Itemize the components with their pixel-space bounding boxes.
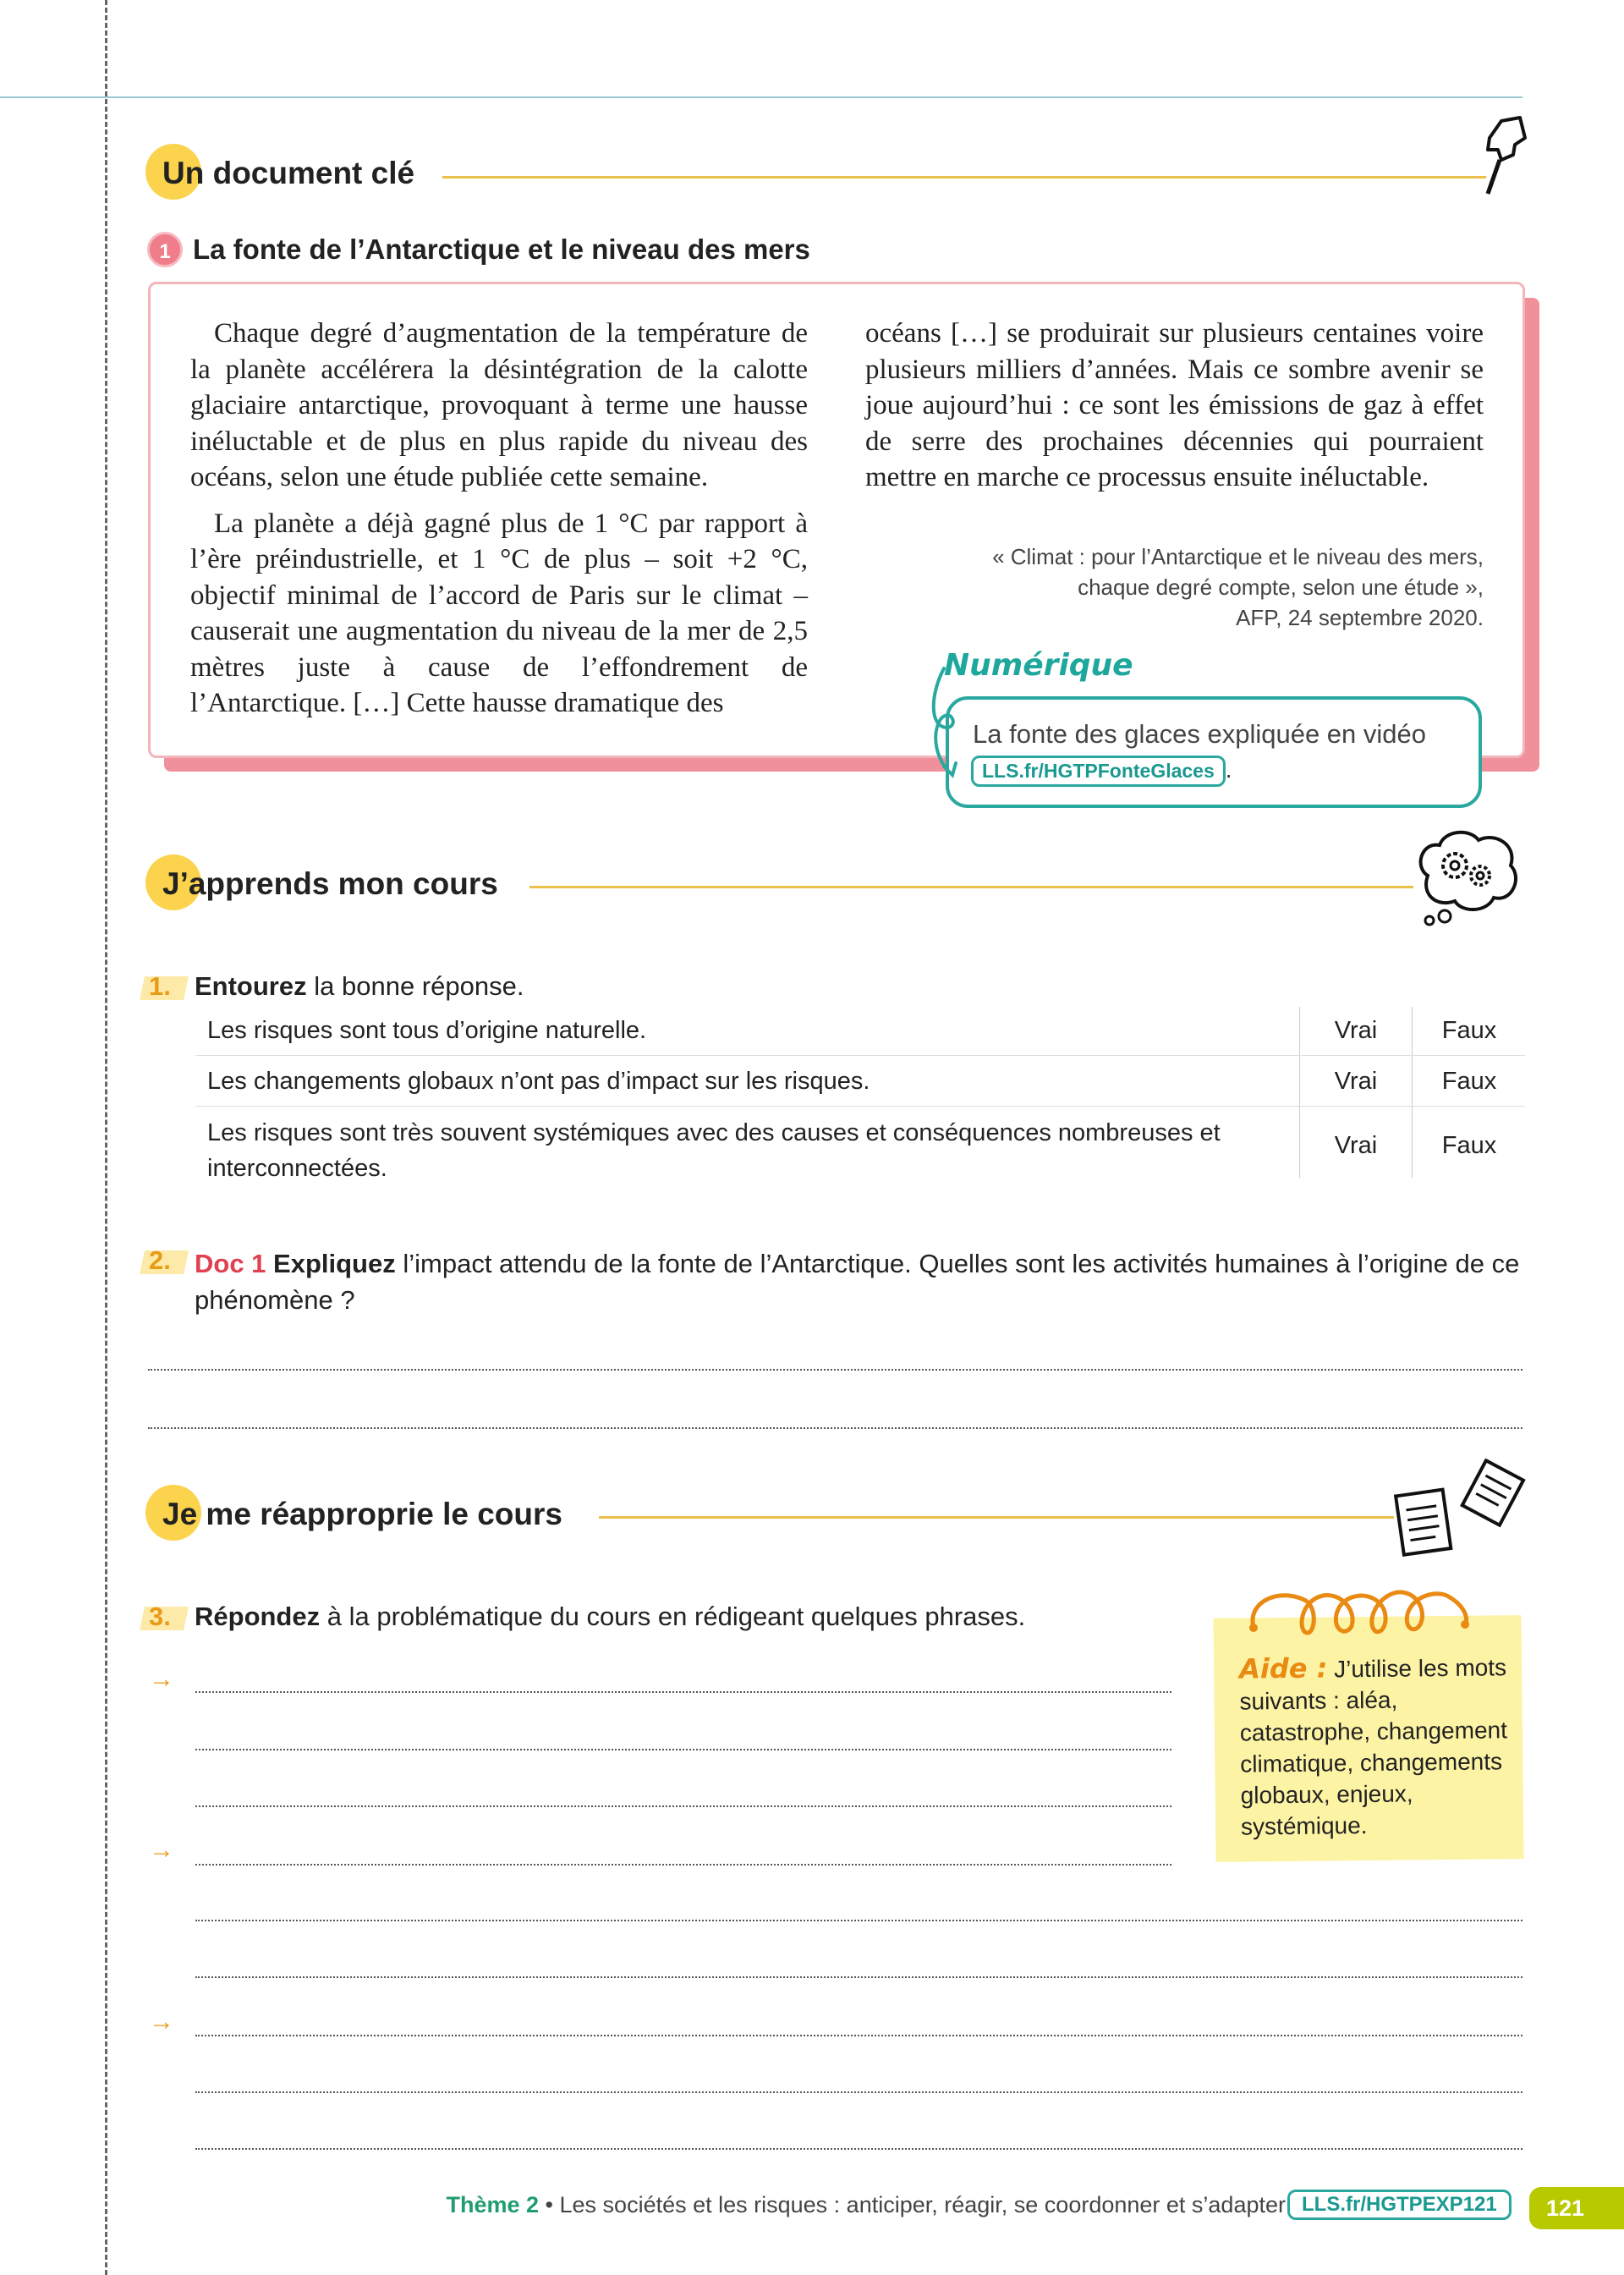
pushpin-icon [1476, 113, 1532, 197]
section-rule [529, 886, 1413, 888]
cut-line [105, 0, 107, 2275]
q3-verb: Répondez [195, 1602, 321, 1631]
question-number [149, 1602, 171, 1632]
faux-option[interactable]: Faux [1441, 1017, 1497, 1044]
statement: Les risques sont tous d’origine naturelle. [207, 1017, 647, 1044]
answer-line[interactable] [148, 1369, 1522, 1371]
arrow-icon: → [149, 2008, 174, 2036]
numerique-title: Numérique [944, 648, 1133, 683]
numerique-link-line [971, 756, 1232, 787]
footer-text: Les sociétés et les risques : anticiper, réagir, se coordonner et s’adapter [559, 2192, 1286, 2217]
section-heading-reapproprie [162, 1497, 562, 1532]
aide-note [1214, 1615, 1524, 1862]
numerique-box [946, 696, 1482, 808]
q1-text: la bonne réponse. [306, 971, 524, 1001]
section-title: Je me réapproprie le cours [162, 1497, 562, 1531]
answer-line[interactable] [195, 2148, 1522, 2150]
document-text-right [865, 316, 1484, 496]
page-number: 121 [1529, 2187, 1624, 2229]
answer-line[interactable] [195, 1749, 1171, 1750]
arrow-icon: → [149, 1836, 174, 1864]
answer-line[interactable] [195, 1976, 1522, 1978]
footer-separator: • [539, 2192, 560, 2217]
table-row [195, 1007, 1525, 1056]
aide-body: J’utilise les mots suivants : aléa, catastrophe, changement climatique, changements globaux, enjeux, systémique. [1239, 1654, 1508, 1840]
faux-option[interactable]: Faux [1441, 1132, 1497, 1159]
citation-line: « Climat : pour l’Antarctique et le niveau des mers, [992, 544, 1484, 569]
vrai-option[interactable]: Vrai [1299, 1007, 1413, 1055]
section-rule [599, 1516, 1394, 1519]
document-text-left [190, 316, 808, 722]
q2-text: l’impact attendu de la fonte de l’Antarctique. Quelles sont les activités humaines à l’origine de ce phénomène ? [195, 1249, 1520, 1315]
answer-line[interactable] [195, 2091, 1522, 2093]
papers-icon [1391, 1459, 1528, 1562]
paragraph: Chaque degré d’augmentation de la température de la planète accélérera la désintégration de la calotte glaciaire antarctique, provoquant à terme une hausse inéluctable et de plus en plus rapide du niveau des océans, selon une étude publiée cette semaine. [190, 318, 808, 492]
section-title: J’apprends mon cours [162, 866, 498, 901]
q2-number: 2. [149, 1245, 171, 1275]
table-row [195, 1056, 1525, 1107]
q1-prompt [195, 971, 524, 1002]
q1-verb: Entourez [195, 971, 307, 1001]
vrai-option[interactable]: Vrai [1299, 1056, 1413, 1106]
footer [447, 2192, 1287, 2218]
answer-line[interactable] [195, 1920, 1522, 1921]
aide-text [1239, 1651, 1512, 1842]
q3-number: 3. [149, 1602, 171, 1631]
footer-link[interactable]: LLS.fr/HGTPEXP121 [1287, 2190, 1512, 2220]
citation-line: chaque degré compte, selon une étude », [1078, 574, 1484, 600]
section-title: Un document clé [162, 156, 415, 190]
document-title: La fonte de l’Antarctique et le niveau des mers [193, 234, 810, 265]
question-number [149, 1245, 171, 1276]
faux-option[interactable]: Faux [1441, 1068, 1497, 1095]
paragraph: La planète a déjà gagné plus de 1 °C par rapport à l’ère préindustrielle, et 1 °C de plus – soit +2 °C, objectif minimal de l’accord de Paris sur le climat – causerait une augmentation du niveau de la mer de 2,5 mètres juste à cause de l’effondrement de l’Antarctique. […] Cette hausse dramatique des [190, 508, 808, 718]
answer-line[interactable] [148, 1427, 1522, 1429]
answer-line[interactable] [195, 2035, 1522, 2036]
statement: Les changements globaux n’ont pas d’impact sur les risques. [207, 1068, 870, 1095]
section-heading-apprends [162, 866, 498, 902]
section-rule [442, 176, 1486, 179]
q1-number: 1. [149, 971, 171, 1001]
question-number [149, 971, 171, 1002]
spiral-binding-icon [1247, 1584, 1492, 1636]
q2-verb: Expliquez [273, 1249, 396, 1278]
doc-reference: Doc 1 [195, 1249, 266, 1278]
paragraph: océans […] se produirait sur plusieurs centaines voire plusieurs milliers d’années. Mais ce sombre avenir se joue aujourd’hui : ce sont les émissions de gaz à effet de serre des prochaines décennies qui pourraient mettre en marche ce processus ensuite inéluctable. [865, 318, 1484, 492]
document-number-badge: 1 [147, 232, 183, 267]
footer-theme: Thème 2 [446, 2192, 540, 2217]
aide-label: Aide : [1238, 1651, 1328, 1685]
thinking-cloud-gears-icon [1411, 825, 1522, 931]
q3-prompt [195, 1602, 1025, 1632]
table-row [195, 1107, 1525, 1182]
answer-line[interactable] [195, 1805, 1171, 1807]
answer-line[interactable] [195, 1864, 1171, 1866]
q3-text: à la problématique du cours en rédigeant quelques phrases. [320, 1602, 1026, 1631]
section-heading-document [162, 156, 414, 191]
q2-prompt [195, 1245, 1527, 1318]
numerique-link[interactable]: LLS.fr/HGTPFonteGlaces [971, 756, 1226, 787]
numerique-text: La fonte des glaces expliquée en vidéo [973, 719, 1427, 749]
answer-line[interactable] [195, 1691, 1171, 1693]
citation-line: AFP, 24 septembre 2020. [1236, 605, 1484, 630]
vrai-option[interactable]: Vrai [1299, 1107, 1413, 1178]
statement: Les risques sont très souvent systémiques avec des causes et conséquences nombreuses et interconnectées. [207, 1119, 1221, 1182]
document-citation [992, 541, 1484, 633]
top-rule [0, 96, 1522, 98]
period: . [1225, 756, 1232, 783]
arrow-icon: → [149, 1665, 174, 1693]
footer-link-wrap [1287, 2190, 1512, 2220]
